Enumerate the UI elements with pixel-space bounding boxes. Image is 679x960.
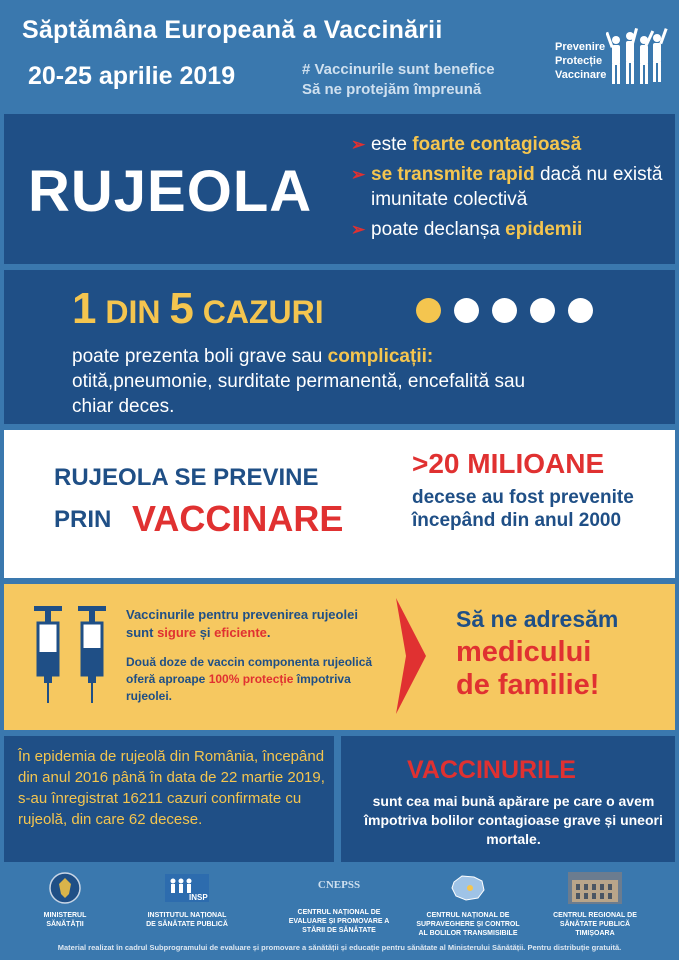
ministry-crest-icon xyxy=(49,872,81,904)
millions-figure: >20 MILIOANE xyxy=(412,448,605,479)
fact-highlight: epidemii xyxy=(505,219,583,240)
insp-badge: INSP xyxy=(189,893,208,902)
vaccines-title: VACCINURILE xyxy=(407,756,576,784)
epidemic-stats-panel xyxy=(4,736,334,862)
logo-label: CENTRUL REGIONAL DE xyxy=(553,912,637,919)
dot-highlighted xyxy=(416,298,441,323)
arrow-bullet-icon: ➢ xyxy=(351,165,366,184)
logo-label: SĂNĂTATE PUBLICĂ xyxy=(559,921,631,928)
fact-epidemics xyxy=(349,217,669,242)
logo-label: AL BOLILOR TRANSMISIBILE xyxy=(418,930,518,937)
logo-line-2: Protecție xyxy=(555,55,603,67)
deaths-prevented-text: decese au fost prevenite începând din anul 2000 xyxy=(412,487,634,531)
word-din: DIN xyxy=(96,294,170,330)
logo-label: TIMIȘOARA xyxy=(575,930,615,937)
fact-text: poate declanșa xyxy=(371,219,506,240)
logo-cnscbt xyxy=(413,872,523,938)
fact-contagious xyxy=(349,132,669,157)
arrow-bullet-icon: ➢ xyxy=(351,220,366,239)
building-photo-icon xyxy=(568,872,622,904)
epidemic-stats-text: În epidemia de rujeolă din România, începând din anul 2016 până în data de 22 martie 2019, s-au înregistrat 16211 cazuri confirmate cu rujeolă, din care 62 decese. xyxy=(18,748,325,828)
logo-label: CENTRUL NAȚIONAL DE xyxy=(426,912,510,919)
word-effective: eficiente xyxy=(214,625,267,640)
fact-text: este xyxy=(371,134,413,155)
one-in-five-headline xyxy=(72,284,324,334)
number-five: 5 xyxy=(169,284,194,333)
contact-doctor-line-1: Să ne adresăm xyxy=(456,606,619,632)
logo-label: STĂRII DE SĂNĂTATE xyxy=(302,927,376,934)
vaccines-text: sunt cea mai bună apărare pe care o avem împotriva bolilor contagioase grave și uneori mortale. xyxy=(364,793,663,847)
rujeola-facts-list xyxy=(349,132,669,247)
syringe-icon xyxy=(30,606,116,704)
logo-label: INSTITUTUL NAȚIONAL xyxy=(147,912,227,919)
complications-intro: poate prezenta boli grave sau xyxy=(72,346,328,367)
safety-intro: Vaccinurile pentru prevenirea rujeolei sunt xyxy=(126,607,358,640)
arrow-bullet-icon: ➢ xyxy=(351,135,366,154)
logo-cnepss xyxy=(284,872,394,935)
logo-line-3: Vaccinare xyxy=(555,69,607,81)
vaccine-safe-text xyxy=(126,606,376,642)
prevention-panel xyxy=(4,430,675,578)
complications-text xyxy=(72,344,552,419)
footer-note: Material realizat în cadrul Subprogramului de evaluare și promovare a sănătății și educație pentru sănătate al Ministerului Sănătății. Pentru distribuție gratuită. xyxy=(57,943,622,952)
vaccine-safety-panel xyxy=(4,584,675,730)
prevention-line-2: PRIN xyxy=(54,506,112,533)
word-safe: sigure xyxy=(157,625,197,640)
campaign-logo-text xyxy=(555,40,606,82)
header-hashtags xyxy=(302,60,495,100)
dot xyxy=(530,298,555,323)
header-title: Săptămâna Europeană a Vaccinării xyxy=(22,16,443,44)
logo-label: DE SĂNĂTATE PUBLICĂ xyxy=(146,921,228,928)
fact-highlight: foarte contagioasă xyxy=(412,134,582,155)
rujeola-headline: RUJEOLA xyxy=(28,159,313,224)
logo-crsp-timisoara xyxy=(540,872,650,938)
rujeola-panel xyxy=(4,114,675,264)
logo-insp xyxy=(132,872,242,929)
logo-line-1: Prevenire xyxy=(555,41,606,53)
word-cazuri: CAZURI xyxy=(193,294,324,330)
complications-panel xyxy=(4,270,675,424)
fact-highlight: se transmite rapid xyxy=(371,164,535,185)
people-celebrating-icon xyxy=(606,26,668,90)
doses-end: împotriva rujeolei. xyxy=(126,672,351,703)
prevention-line-1: RUJEOLA SE PREVINE xyxy=(54,464,319,491)
logo-ministry-of-health xyxy=(10,872,120,929)
period: . xyxy=(266,625,271,640)
hashtag-line-2: Să ne protejăm împreună xyxy=(302,81,482,98)
word-doctor: medicului xyxy=(456,636,592,668)
number-one: 1 xyxy=(72,284,97,333)
word-family: de familie! xyxy=(456,669,600,701)
contact-doctor-line-2 xyxy=(456,636,599,702)
chevron-right-icon xyxy=(396,598,426,714)
vaccinare-word: VACCINARE xyxy=(132,498,344,539)
hashtag-line-1: # Vaccinurile sunt benefice xyxy=(302,61,495,78)
dot xyxy=(454,298,479,323)
fact-spreads-fast xyxy=(349,162,669,212)
insp-logo-icon xyxy=(165,872,209,904)
logo-label: MINISTERUL xyxy=(43,912,87,919)
cnepss-badge: CNEPSS xyxy=(317,879,361,891)
header-date: 20-25 aprilie 2019 xyxy=(28,62,236,90)
logo-label: SUPRAVEGHERE ȘI CONTROL xyxy=(416,921,520,928)
dot xyxy=(568,298,593,323)
logo-label: CENTRUL NAȚIONAL DE xyxy=(297,909,381,916)
dot xyxy=(492,298,517,323)
logo-label: SĂNĂTĂȚII xyxy=(46,921,84,928)
romania-map-icon xyxy=(448,872,488,904)
fact-text: dacă nu există imunitate colectivă xyxy=(371,164,663,210)
complications-list: otită,pneumonie, surditate permanentă, encefalită sau chiar deces. xyxy=(72,371,526,417)
word-and: și xyxy=(196,625,215,640)
vaccines-defense-panel xyxy=(341,736,675,862)
logo-label: EVALUARE ȘI PROMOVARE A xyxy=(288,918,390,925)
full-protection: 100% protecție xyxy=(208,672,294,686)
one-in-five-dots xyxy=(416,298,606,328)
complications-label: complicații: xyxy=(327,346,434,367)
two-doses-text xyxy=(126,654,376,705)
doses-intro: Două doze de vaccin componenta rujeolică oferă aproape xyxy=(126,655,373,686)
